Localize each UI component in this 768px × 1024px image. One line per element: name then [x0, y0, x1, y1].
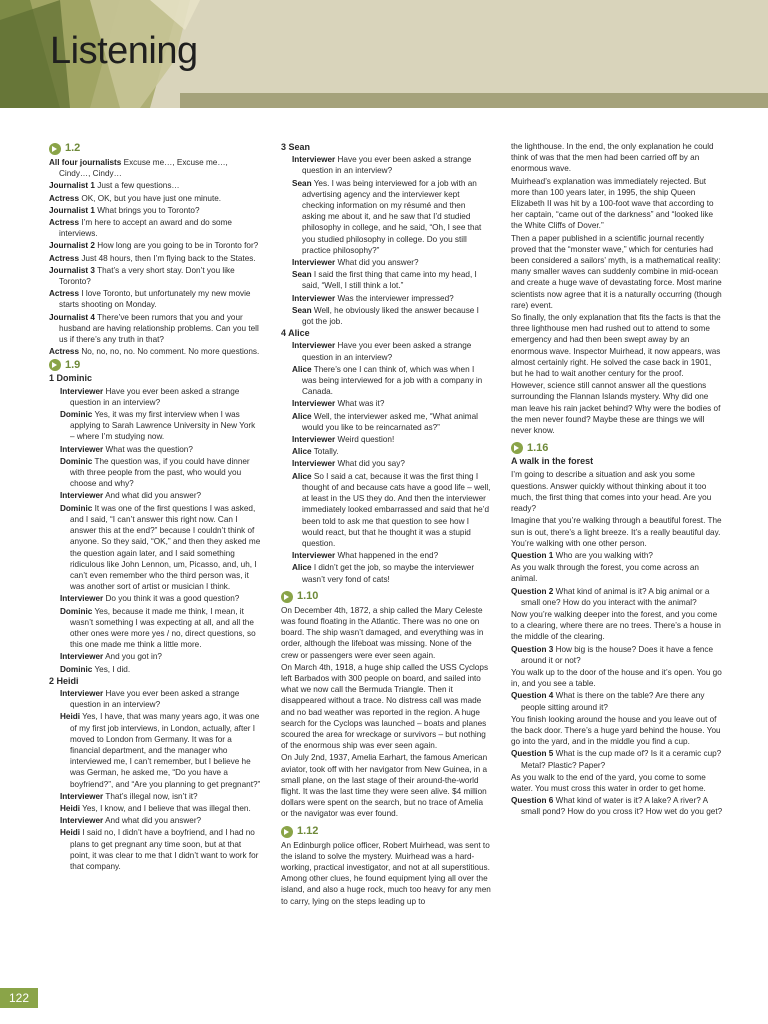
dialogue-line [60, 490, 261, 501]
speaker-name: Interviewer [292, 459, 336, 469]
dialogue-text: Weird question! [337, 435, 395, 445]
dialogue-text: I’m here to accept an award and do some interviews. [59, 218, 232, 239]
speaker-name: Heidi [60, 803, 81, 813]
question-label: Question 5 [511, 749, 554, 759]
dialogue-line [292, 364, 491, 398]
speaker-heading-alice: 4 Alice [281, 328, 310, 339]
dialogue-text: There’ve been rumors that you and your husband are having relationship problems. Can you tell us if there’s any truth in that? [59, 312, 259, 345]
question-line [511, 644, 723, 666]
question-label: Question 4 [511, 691, 554, 701]
speaker-heading-dominic: 1 Dominic [49, 373, 93, 384]
speaker-name: Interviewer [292, 293, 336, 303]
dialogue-line [49, 312, 261, 346]
dialogue-text: Have you ever been asked a strange question in an interview? [70, 688, 240, 710]
question-line [511, 795, 723, 817]
question-text: What kind of animal is it? A big animal or a small one? How do you interact with the animal? [521, 586, 710, 607]
dialogue-line [292, 398, 491, 409]
speaker-name: Journalist 4 [49, 312, 95, 322]
question-text: What is the cup made of? Is it a ceramic cup? Metal? Plastic? Paper? [521, 749, 722, 770]
page-title: Listening [50, 30, 198, 72]
page-number: 122 [0, 988, 38, 1008]
speaker-name: Interviewer [292, 551, 336, 561]
speaker-name: Interviewer [60, 816, 104, 826]
dialogue-line [49, 217, 261, 239]
dialogue-line [292, 562, 491, 584]
banner-stripe [180, 93, 768, 108]
question-text: Who are you walking with? [555, 550, 653, 560]
dialogue-text: How long are you going to be in Toronto for? [97, 241, 259, 251]
speaker-name: Interviewer [292, 258, 336, 268]
paragraph: As you walk through the forest, you come across an animal. [511, 563, 699, 584]
question-line [511, 690, 723, 712]
dialogue-line [49, 157, 261, 179]
dialogue-line [49, 180, 261, 191]
speaker-name: Heidi [60, 712, 81, 722]
speaker-name: Interviewer [292, 341, 336, 351]
dialogue-line [292, 446, 491, 457]
dialogue-line [60, 711, 261, 789]
speaker-name: All four journalists [49, 158, 122, 167]
speaker-name: Interviewer [292, 435, 336, 445]
dialogue-line [60, 803, 261, 814]
dialogue-text: It was one of the first questions I was asked, and I said, “I can’t answer this right now. Can I answer this at the end?” because I couldn’t think of anyone. So they said, “OK,” and then they asked me the question again later, and I said something ridiculous like John Lennon, um, Picasso, and, uh, I can’t even remember who the third person was, it was another sort of artist or musician I think. [70, 503, 261, 592]
question-label: Question 6 [511, 796, 554, 806]
speaker-name: Interviewer [60, 594, 104, 604]
dialogue-line [49, 240, 261, 251]
dialogue-text: No, no, no, no. No comment. No more questions. [81, 347, 260, 357]
speaker-name: Interviewer [292, 155, 336, 165]
audio-icon [49, 143, 61, 155]
speaker-name: Interviewer [60, 652, 104, 662]
dialogue-text: What happened in the end? [337, 551, 439, 561]
paragraph: Now you’re walking deeper into the forest, and you come to a clearing, where there are no trees. There’s a house in the middle of the clearing. [511, 609, 721, 642]
dialogue-text: What was the question? [105, 444, 193, 454]
dialogue-line [292, 293, 491, 304]
question-line [511, 586, 723, 608]
dialogue-line [292, 154, 491, 176]
speaker-name: Interviewer [60, 386, 104, 396]
speaker-name: Alice [292, 411, 312, 421]
speaker-name: Alice [292, 364, 312, 374]
paragraph: You finish looking around the house and you leave out of the back door. There’s a huge yard behind the house. You go into the yard, and in the middle you find a cup. [511, 714, 721, 747]
speaker-name: Alice [292, 471, 312, 481]
dialogue-line [60, 651, 261, 662]
paragraph: An Edinburgh police officer, Robert Muirhead, was sent to the island to solve the mystery. Muirhead was a hard-working, practical investigator, and not at all superstitious. Among other clues, he found equipment lying all over the island, and also a huge rock, much too heavy for any men to carry, lying on the steps leading up to [281, 840, 491, 906]
dialogue-line [49, 265, 261, 287]
dialogue-line [60, 688, 261, 710]
speaker-name: Interviewer [60, 491, 104, 501]
paragraph: Imagine that you’re walking through a beautiful forest. The sun is out, there’s a light breeze. It’s a really beautiful day. You’re walking with one other person. [511, 516, 722, 548]
dialogue-text: Do you think it was a good question? [105, 594, 240, 604]
dialogue-text: I said the first thing that came into my head, I said, “Well, I still think a lot.” [302, 270, 477, 291]
dialogue-text: And what did you answer? [105, 491, 202, 501]
section-1-2-heading: 1.2 [49, 143, 261, 155]
speaker-name: Actress [49, 289, 80, 299]
paragraph: Then a paper published in a scientific journal recently proved that the “monster wave,” which for centuries had been considered a sailors’ myth, is a mathematical reality: many smaller waves can suddenly combine in mid-ocean and create a huge wave of devastating force. Most marine scientists now agree that it is a naturally occurring (though rare) event. [511, 233, 722, 310]
dialogue-text: The question was, if you could have dinner with three people from the past, who would you choose and why? [70, 456, 250, 489]
dialogue-text: Yes, I did. [94, 664, 131, 674]
question-label: Question 2 [511, 586, 554, 596]
section-1-9-heading: 1.9 [49, 359, 261, 371]
dialogue-line [292, 550, 491, 561]
dialogue-line [49, 205, 261, 216]
question-text: What is there on the table? Are there any people sitting around it? [521, 691, 705, 712]
dialogue-text: I didn’t get the job, so maybe the interviewer wasn’t very fond of cats! [302, 563, 475, 584]
dialogue-line [292, 458, 491, 469]
speaker-name: Heidi [60, 828, 81, 838]
question-line [511, 550, 723, 561]
dialogue-line [60, 593, 261, 604]
question-label: Question 3 [511, 644, 554, 654]
section-1-10-heading: 1.10 [281, 591, 491, 603]
dialogue-text: Have you ever been asked a strange question in an interview? [302, 155, 472, 176]
speaker-name: Journalist 2 [49, 241, 95, 251]
dialogue-line [292, 269, 491, 291]
dialogue-line [60, 791, 261, 802]
speaker-name: Journalist 1 [49, 181, 95, 191]
dialogue-line [60, 503, 261, 593]
dialogue-line [292, 257, 491, 268]
dialogue-text: Have you ever been asked a strange question in an interview? [70, 386, 240, 407]
dialogue-line [49, 346, 261, 357]
audio-icon [281, 826, 293, 838]
speaker-heading-sean: 3 Sean [281, 142, 311, 152]
audio-icon [511, 442, 523, 454]
audio-icon [49, 359, 61, 371]
dialogue-text: That’s a very short stay. Don’t you like Toronto? [59, 265, 235, 287]
dialogue-line [60, 606, 261, 651]
speaker-name: Sean [292, 270, 312, 280]
paragraph: As you walk to the end of the yard, you come to some water. You must cross this water in order to get home. [511, 772, 706, 793]
dialogue-text: Yes, because it made me think, I mean, it wasn’t something I was expecting at all, and all the other ones were more yes / no, direct questions, so this one made me think a little more. [70, 606, 256, 650]
speaker-name: Sean [292, 305, 312, 315]
dialogue-line [49, 288, 261, 310]
dialogue-line [60, 444, 261, 455]
dialogue-text: What did you say? [337, 459, 405, 469]
dialogue-text: There’s one I can think of, which was when I was being interviewed for a job with a company in Canada. [302, 364, 483, 397]
speaker-name: Actress [49, 347, 80, 357]
dialogue-line [60, 815, 261, 826]
column-1 [49, 141, 261, 873]
question-text: How big is the house? Does it have a fence around it or not? [521, 644, 714, 665]
speaker-name: Interviewer [292, 399, 336, 409]
speaker-name: Interviewer [60, 444, 104, 454]
paragraph: You walk up to the door of the house and it’s open. You go in, and you see a table. [511, 667, 722, 689]
dialogue-line [49, 193, 261, 204]
speaker-name: Dominic [60, 606, 93, 616]
section-1-16-heading: 1.16 [511, 442, 723, 454]
dialogue-text: And you got in? [105, 652, 162, 662]
dialogue-line [292, 471, 491, 549]
dialogue-text: Yes, I know, and I believe that was illegal then. [82, 803, 251, 813]
speaker-name: Dominic [60, 664, 93, 674]
dialogue-text: Was the interviewer impressed? [337, 293, 454, 303]
paragraph: the lighthouse. In the end, the only explanation he could think of was that the men had been carried off by an enormous wave. [511, 142, 714, 174]
dialogue-text: Just a few questions… [97, 181, 180, 191]
audio-icon [281, 591, 293, 603]
dialogue-line [60, 827, 261, 872]
speaker-name: Dominic [60, 503, 93, 513]
section-heading-walk: A walk in the forest [511, 456, 594, 467]
dialogue-line [292, 178, 491, 256]
dialogue-line [292, 411, 491, 433]
dialogue-text: I said no, I didn’t have a boyfriend, and I had no plans to get pregnant any time soon, but at that point, it was clear to me that I didn’t want to work for that company. [70, 828, 259, 871]
dialogue-text: What brings you to Toronto? [97, 205, 200, 215]
dialogue-text: OK, OK, but you have just one minute. [81, 193, 222, 203]
dialogue-line [60, 386, 261, 408]
dialogue-line [292, 434, 491, 445]
dialogue-line [60, 409, 261, 443]
dialogue-line [60, 456, 261, 490]
dialogue-text: Just 48 hours, then I’m flying back to the States. [81, 253, 256, 263]
speaker-name: Dominic [60, 456, 93, 466]
dialogue-line [49, 253, 261, 264]
speaker-heading-heidi: 2 Heidi [49, 675, 79, 686]
dialogue-text: Have you ever been asked a strange question in an interview? [302, 341, 472, 362]
speaker-name: Sean [292, 178, 312, 188]
speaker-name: Actress [49, 218, 80, 228]
paragraph: On March 4th, 1918, a huge ship called the USS Cyclops left Barbados with 300 people on board, and sailed into what we now call the Bermuda Triangle. Then it disappeared without a trace. No distress call was made and no bad weather was reported in the region. A huge search for the Cyclops was launched – boats and planes scoured the area for wreckage or survivors – but nothing of the enormous ship was ever seen again. [281, 662, 489, 751]
dialogue-line [60, 664, 261, 675]
dialogue-text: Yes. I was being interviewed for a job with an advertising agency and the interviewer kept checking information on my résumé and then asking me about it, and he saw that I’d studied philosophy in college, and he said, “Oh, I see that you studied philosophy in college. Do you still practice philosophy?” [302, 178, 482, 255]
dialogue-text: Yes, I have, that was many years ago, it was one of my first job interviews, in London, actually, after I moved to London from Germany. It was for a financial department, and the manager who interviewed me, I can’t remember, but I believe he was German, he asked me, “Do you have a boyfriend?”, and “Are you planning to get pregnant?” [70, 712, 261, 789]
dialogue-line [292, 305, 491, 327]
question-label: Question 1 [511, 550, 554, 560]
speaker-name: Actress [49, 193, 80, 203]
section-1-12-heading: 1.12 [281, 826, 491, 838]
dialogue-text: What was it? [337, 399, 385, 409]
speaker-name: Interviewer [60, 688, 104, 698]
dialogue-text: Well, he obviously liked the answer because I got the job. [302, 305, 479, 327]
column-2 [281, 141, 491, 908]
speaker-name: Journalist 1 [49, 205, 95, 215]
paragraph: Muirhead’s explanation was immediately rejected. But more than 100 years later, in 1995, the ship Queen Elizabeth II was hit by a 100-foot wave that according to her captain, “came out of the darkness” and “looked like the White Cliffs of Dover.” [511, 176, 714, 231]
column-3 [511, 141, 723, 819]
paragraph: However, science still cannot answer all the questions surrounding the Flannan Islands mystery. Why did one man leave his rain jacket behind? Why were the bodies of the men never found? Maybe these are things we will never know. [511, 381, 721, 436]
speaker-name: Actress [49, 253, 80, 263]
dialogue-text: And what did you answer? [105, 816, 202, 826]
dialogue-text: Totally. [313, 447, 339, 457]
question-line [511, 748, 723, 770]
dialogue-text: Yes, it was my first interview when I was applying to Sarah Lawrence University in New York – where I’m studying now. [70, 410, 256, 442]
paragraph: So finally, the only explanation that fits the facts is that the three lighthouse men had rushed out to attend to some emergency and had then been swept away by an enormous wave. Inspector Muirhead, it now appears, was almost certainly right. He solved the case back in 1901, but he had to wait another century for the proof. [511, 313, 721, 379]
dialogue-text: So I said a cat, because it was the first thing I thought of and because cats have a good life – well, at least in the US they do. And then the interviewer immediately looked embarrassed and said that he’d been told to ask me that question to see how I would react, but that he thought it was a stupid question. [302, 471, 491, 548]
dialogue-text: Excuse me…, Excuse me…, Cindy…, Cindy… [59, 158, 228, 179]
dialogue-text: Well, the interviewer asked me, “What animal would you like to be reincarnated as?” [302, 411, 478, 432]
speaker-name: Interviewer [60, 791, 104, 801]
speaker-name: Dominic [60, 410, 93, 420]
paragraph: On December 4th, 1872, a ship called the Mary Celeste was found floating in the Atlantic. There was no one on board. The ship wasn’t damaged, and everything was in order, although the lifeboat was missing. None of the crew or passengers were ever seen again. [281, 605, 484, 660]
paragraph: On July 2nd, 1937, Amelia Earhart, the famous American aviator, took off with her navigator from New Guinea, in a small plane, on the last stage of their around-the-world flight. It was the last time they were seen alive. $4 million dollars were spent on the search, but no trace of Amelia or the navigator was ever found. [281, 753, 488, 819]
speaker-name: Alice [292, 563, 312, 573]
dialogue-line [292, 340, 491, 362]
dialogue-text: What did you answer? [337, 258, 419, 268]
speaker-name: Alice [292, 447, 312, 457]
dialogue-text: I love Toronto, but unfortunately my new movie starts shooting on Monday. [59, 289, 251, 310]
question-text: What kind of water is it? A lake? A river? A small pond? How do you cross it? How wet do you get? [521, 796, 723, 817]
paragraph: I’m going to describe a situation and ask you some questions. Answer quickly without thinking about it too much, the first thing that comes into your head. Are you ready? [511, 470, 712, 514]
speaker-name: Journalist 3 [49, 265, 95, 275]
dialogue-text: That’s illegal now, isn’t it? [105, 791, 198, 801]
